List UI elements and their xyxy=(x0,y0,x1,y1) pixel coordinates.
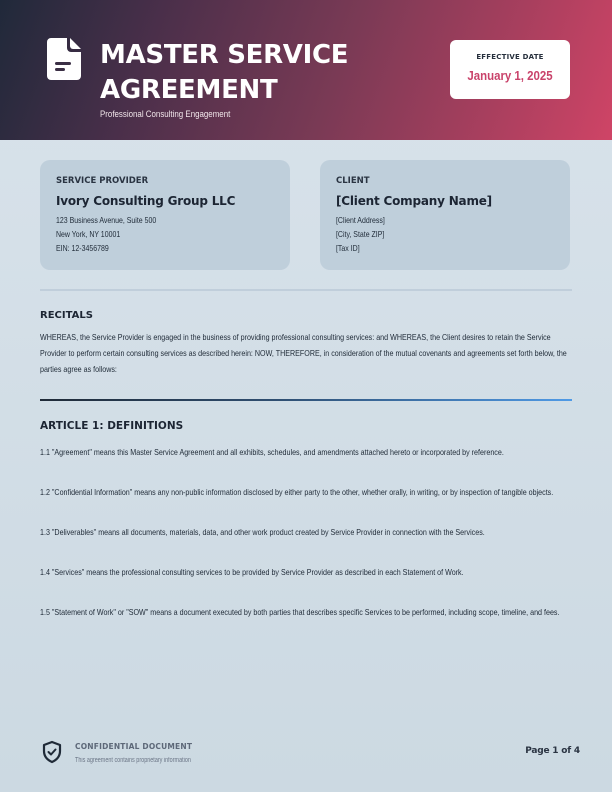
provider-city: New York, NY 10001 xyxy=(56,229,121,239)
provider-ein: EIN: 12-3456789 xyxy=(56,243,109,253)
confidential-note: This agreement contains proprietary information xyxy=(75,757,191,764)
provider-label: SERVICE PROVIDER xyxy=(56,176,149,186)
article-divider xyxy=(40,399,572,401)
article-1-heading: ARTICLE 1: DEFINITIONS xyxy=(40,420,184,432)
recitals-heading: RECITALS xyxy=(40,310,93,321)
service-provider-card xyxy=(40,160,290,270)
client-address: [Client Address] xyxy=(336,215,385,225)
client-details xyxy=(336,213,396,255)
effective-date-card xyxy=(450,40,570,99)
page-title xyxy=(100,38,348,108)
title-line-2: AGREEMENT xyxy=(100,75,278,105)
provider-details xyxy=(56,213,178,255)
provider-name: Ivory Consulting Group LLC xyxy=(56,194,236,208)
section-divider xyxy=(40,289,572,291)
effective-date-value: January 1, 2025 xyxy=(467,68,553,83)
client-label: CLIENT xyxy=(336,176,370,186)
provider-address: 123 Business Avenue, Suite 500 xyxy=(56,215,157,225)
client-name: [Client Company Name] xyxy=(336,194,492,208)
page-subtitle: Professional Consulting Engagement xyxy=(100,109,231,119)
definition-1-4: 1.4 "Services" means the professional consulting services to be provided by Service Provider as described in each Statement of Work. xyxy=(40,567,464,577)
definition-1-5: 1.5 "Statement of Work" or "SOW" means a document executed by both parties that describes specific Services to be performed, including scope, timeline, and fees. xyxy=(40,607,560,617)
client-tax-id: [Tax ID] xyxy=(336,243,360,253)
title-line-1: MASTER SERVICE xyxy=(100,40,349,70)
shield-check-icon xyxy=(41,740,63,764)
client-card xyxy=(320,160,570,270)
recitals-paragraph: WHEREAS, the Service Provider is engaged in the business of providing professional consulting services: and WHEREAS, the Client desires to retain the Service Provider to perform certain consulting services as described herein: NOW, THEREFORE, in consideration of the mutual covenants and agreements set forth below, the parties agree as follows: xyxy=(40,332,567,374)
definition-1-1: 1.1 "Agreement" means this Master Service Agreement and all exhibits, schedules, and amendments attached hereto or incorporated by reference. xyxy=(40,447,504,457)
document-header xyxy=(0,0,612,140)
effective-date-label: EFFECTIVE DATE xyxy=(476,53,544,61)
page-number: Page 1 of 4 xyxy=(525,746,580,756)
definition-1-3: 1.3 "Deliverables" means all documents, materials, data, and other work product created by Service Provider in connection with the Services. xyxy=(40,527,485,537)
confidential-label: CONFIDENTIAL DOCUMENT xyxy=(75,742,193,751)
definition-1-2: 1.2 "Confidential Information" means any non-public information disclosed by either party to the other, whether orally, in writing, or by inspection of tangible objects. xyxy=(40,487,554,497)
client-city: [City, State ZIP] xyxy=(336,229,385,239)
document-icon xyxy=(47,38,81,80)
